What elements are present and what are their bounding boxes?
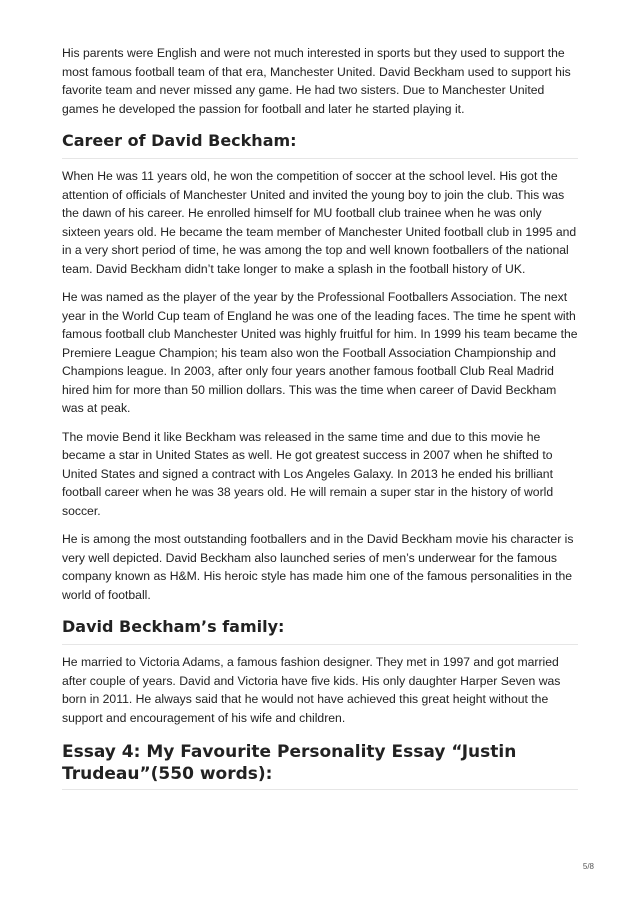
career-paragraph-2: He was named as the player of the year by the Professional Footballers Association. The next year in the World Cup team of England he was one of the leading faces. The time he spent with famous football club Manchester United was highly fruitful for him. In 1999 his team became the Premiere League Champion; his team also won the Football Association Championship and Champions league. In 2003, after only four years another famous football Club Real Madrid hired him for more than 50 million dollars. This was the time when career of David Beckham was at peak. (62, 290, 578, 415)
family-paragraph: He married to Victoria Adams, a famous fashion designer. They met in 1997 and got married after couple of years. David and Victoria have five kids. His only daughter Harper Seven was born in 2011. He always said that he would not have achieved this great height without the support and encouragement of his wife and children. (62, 655, 561, 725)
document-page (62, 44, 578, 790)
essay-heading: Essay 4: My Favourite Personality Essay “Justin Trudeau”(550 words): (62, 741, 578, 790)
page-number: 5/8 (582, 862, 594, 871)
career-paragraph-3: The movie Bend it like Beckham was released in the same time and due to this movie he became a star in United States as well. He got greatest success in 2007 when he shifted to United States and signed a contract with Los Angeles Galaxy. In 2013 he ended his brilliant football career when he was 38 years old. He will remain a super star in the history of world soccer. (62, 429, 554, 518)
career-paragraph-1: When He was 11 years old, he won the competition of soccer at the school level. His got the attention of officials of Manchester United and invited the young boy to join the club. This was the dawn of his career. He enrolled himself for MU football club trainee when he was only sixteen years old. He became the team member of Manchester United football club in 1995 and in a very short period of time, he was among the top and well known footballers of the national team. David Beckham didn’t take longer to make a splash in the football history of UK. (62, 169, 577, 276)
family-heading: David Beckham’s family: (62, 616, 578, 645)
intro-paragraph: His parents were English and were not much interested in sports but they used to support the most famous football team of that era, Manchester United. David Beckham used to support his favorite team and never missed any game. He had two sisters. Due to Manchester United games he developed the passion for football and later he started playing it. (62, 46, 571, 116)
career-paragraph-4: He is among the most outstanding footballers and in the David Beckham movie his character is very well depicted. David Beckham also launched series of men’s underwear for the famous company known as H&M. His heroic style has made him one of the famous personalities in the world of football. (62, 532, 574, 602)
career-heading: Career of David Beckham: (62, 130, 578, 159)
